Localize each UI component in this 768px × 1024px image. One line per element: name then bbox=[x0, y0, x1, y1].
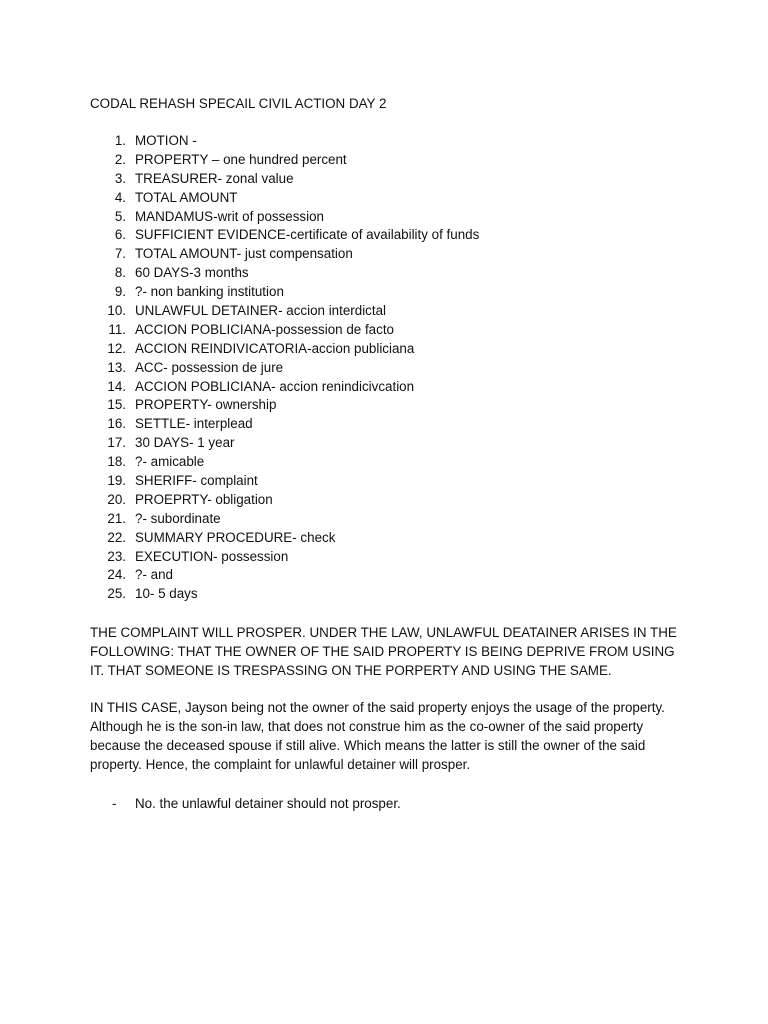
list-item-text: MANDAMUS-writ of possession bbox=[135, 208, 324, 224]
list-item-number: 17. bbox=[107, 435, 126, 451]
list-item-number: 23. bbox=[107, 548, 126, 564]
list-item-number: 11. bbox=[108, 321, 126, 337]
list-item-text: TOTAL AMOUNT- just compensation bbox=[135, 246, 353, 262]
list-item-text: ACCION POBLICIANA-possession de facto bbox=[135, 321, 394, 337]
bullet-text: No. the unlawful detainer should not prosper. bbox=[135, 796, 401, 811]
list-item-number: 25. bbox=[107, 586, 126, 602]
list-item-text: TREASURER- zonal value bbox=[135, 170, 294, 186]
list-item-number: 7. bbox=[114, 246, 126, 262]
list-item-text: 10- 5 days bbox=[135, 586, 198, 602]
list-item-text: ?- amicable bbox=[135, 454, 205, 470]
list-item-text: MOTION - bbox=[135, 133, 197, 148]
list-item-text: ?- subordinate bbox=[135, 510, 221, 526]
list-item-number: 8. bbox=[114, 265, 126, 281]
list-item-number: 18. bbox=[107, 454, 126, 470]
list-item-number: 22. bbox=[107, 529, 126, 545]
list-item-number: 4. bbox=[114, 189, 126, 205]
list-item-number: 24. bbox=[107, 567, 126, 583]
paragraph-complaint: THE COMPLAINT WILL PROSPER. UNDER THE LAW, UNLAWFUL DEATAINER ARISES IN THE FOLLOWING: THAT THE OWNER OF THE SAID PROPERTY IS BEING DEPRIVE FROM USING IT. THAT SOMEONE IS TRESPASSING ON THE PORPERTY AND USING THE SAME. bbox=[90, 625, 677, 678]
list-item-number: 14. bbox=[107, 378, 126, 394]
list-item-text: PROEPRTY- obligation bbox=[135, 491, 273, 507]
list-item-text: PROPERTY- ownership bbox=[135, 397, 277, 413]
document-title: CODAL REHASH SPECAIL CIVIL ACTION DAY 2 bbox=[90, 96, 387, 111]
list-item-text: PROPERTY – one hundred percent bbox=[135, 151, 347, 167]
list-item-number: 10. bbox=[107, 303, 126, 319]
list-item-number: 9. bbox=[114, 284, 126, 300]
list-item-number: 13. bbox=[107, 359, 126, 375]
list-item-text: ACCION REINDIVICATORIA-accion publiciana bbox=[135, 340, 415, 356]
list-item-number: 21. bbox=[107, 510, 126, 526]
bullet-marker: - bbox=[112, 796, 117, 811]
list-item-number: 12. bbox=[107, 340, 126, 356]
list-item-text: TOTAL AMOUNT bbox=[135, 189, 238, 205]
paragraph-case-analysis: IN THIS CASE, Jayson being not the owner of the said property enjoys the usage of the property. Although he is the son-in law, that does not construe him as the co-owner of the said property because the deceased spouse if still alive. Which means the latter is still the owner of the said property. Hence, the complaint for unlawful detainer will prosper. bbox=[90, 700, 665, 772]
list-item-number: 15. bbox=[107, 397, 126, 413]
list-item-number: 19. bbox=[107, 473, 126, 489]
list-item-number: 2. bbox=[114, 151, 126, 167]
list-item-text: SUFFICIENT EVIDENCE-certificate of availability of funds bbox=[135, 227, 480, 243]
list-item-text: SHERIFF- complaint bbox=[135, 473, 258, 489]
list-item-text: SUMMARY PROCEDURE- check bbox=[135, 529, 336, 545]
list-item-text: ACC- possession de jure bbox=[135, 359, 284, 375]
list-item-text: ACCION POBLICIANA- accion renindicivcation bbox=[135, 378, 415, 394]
list-item-text: 30 DAYS- 1 year bbox=[135, 435, 235, 451]
list-item-number: 5. bbox=[114, 208, 126, 224]
list-item-number: 20. bbox=[107, 491, 126, 507]
list-item-text: 60 DAYS-3 months bbox=[135, 265, 249, 281]
list-item-number: 16. bbox=[107, 416, 126, 432]
list-item-text: ?- and bbox=[135, 567, 173, 583]
list-item-text: EXECUTION- possession bbox=[135, 548, 289, 564]
list-item-number: 6. bbox=[114, 227, 126, 243]
list-item-text: UNLAWFUL DETAINER- accion interdictal bbox=[135, 303, 387, 319]
list-item-text: ?- non banking institution bbox=[135, 284, 284, 300]
list-item-number: 1. bbox=[114, 133, 126, 148]
list-item-number: 3. bbox=[114, 170, 126, 186]
list-item-text: SETTLE- interplead bbox=[135, 416, 253, 432]
